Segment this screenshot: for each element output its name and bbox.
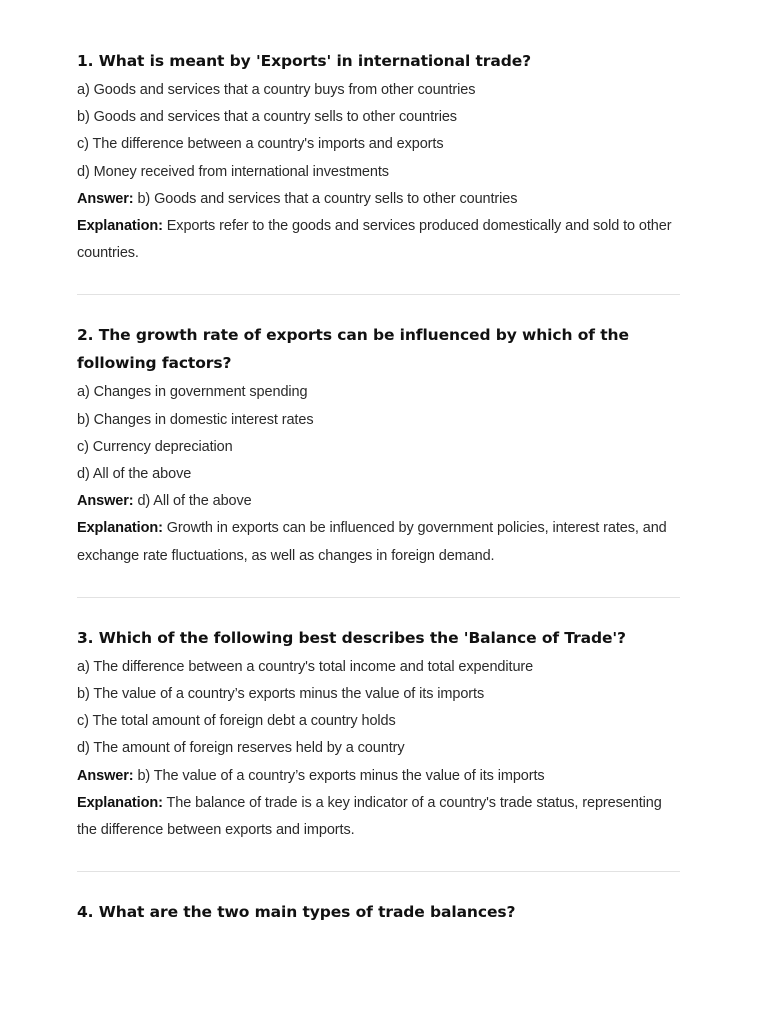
answer-text: b) The value of a country’s exports minus the value of its imports xyxy=(133,767,545,784)
question-title-text: 1. What is meant by 'Exports' in international trade? xyxy=(77,52,531,70)
option-d: d) The amount of foreign reserves held by a country xyxy=(77,740,405,757)
option-a: a) The difference between a country's total income and total expenditure xyxy=(77,658,534,675)
question-3 xyxy=(77,624,680,844)
divider xyxy=(77,871,680,872)
explanation-text: Exports refer to the goods and services produced domestically and sold to other countries. xyxy=(77,218,672,262)
option-b: b) Changes in domestic interest rates xyxy=(77,411,314,428)
question-title-text: 2. The growth rate of exports can be influenced by which of the following factors? xyxy=(77,326,629,373)
divider xyxy=(77,597,680,598)
explanation-text: The balance of trade is a key indicator of a country's trade status, representing the difference between exports and imports. xyxy=(77,794,662,839)
answer-text: b) Goods and services that a country sells to other countries xyxy=(133,190,518,207)
option-b: b) The value of a country’s exports minus the value of its imports xyxy=(77,686,485,703)
explanation-label: Explanation: xyxy=(77,218,163,235)
answer-label: Answer: xyxy=(77,767,134,784)
answer-line xyxy=(77,763,680,790)
explanation-label: Explanation: xyxy=(77,520,163,537)
question-title xyxy=(77,624,680,652)
option-d: d) All of the above xyxy=(77,466,192,483)
option-c: c) The total amount of foreign debt a country holds xyxy=(77,713,396,730)
explanation-line xyxy=(77,213,680,267)
question-title xyxy=(77,321,680,377)
option-c: c) The difference between a country's imports and exports xyxy=(77,136,444,153)
question-4 xyxy=(77,898,680,926)
option-d: d) Money received from international investments xyxy=(77,163,389,180)
quiz-content xyxy=(77,47,680,928)
question-2 xyxy=(77,321,680,569)
question-title xyxy=(77,47,680,75)
explanation-label: Explanation: xyxy=(77,794,163,811)
question-title-text: 3. Which of the following best describes the 'Balance of Trade'? xyxy=(77,628,626,647)
answer-line xyxy=(77,488,680,515)
answer-line xyxy=(77,186,680,213)
option-b: b) Goods and services that a country sells to other countries xyxy=(77,109,457,126)
answer-label: Answer: xyxy=(77,493,134,510)
option-a: a) Goods and services that a country buys from other countries xyxy=(77,82,476,98)
explanation-text: Growth in exports can be influenced by government policies, interest rates, and exchange rate fluctuations, as well as changes in foreign demand. xyxy=(77,520,667,564)
divider xyxy=(77,294,680,295)
explanation-line xyxy=(77,790,680,844)
option-c: c) Currency depreciation xyxy=(77,438,233,455)
explanation-line xyxy=(77,515,680,569)
question-1 xyxy=(77,47,680,267)
option-a: a) Changes in government spending xyxy=(77,384,308,401)
answer-text: d) All of the above xyxy=(133,493,252,510)
question-title xyxy=(77,898,680,926)
question-title-text: 4. What are the two main types of trade balances? xyxy=(77,903,516,922)
answer-label: Answer: xyxy=(77,190,134,207)
